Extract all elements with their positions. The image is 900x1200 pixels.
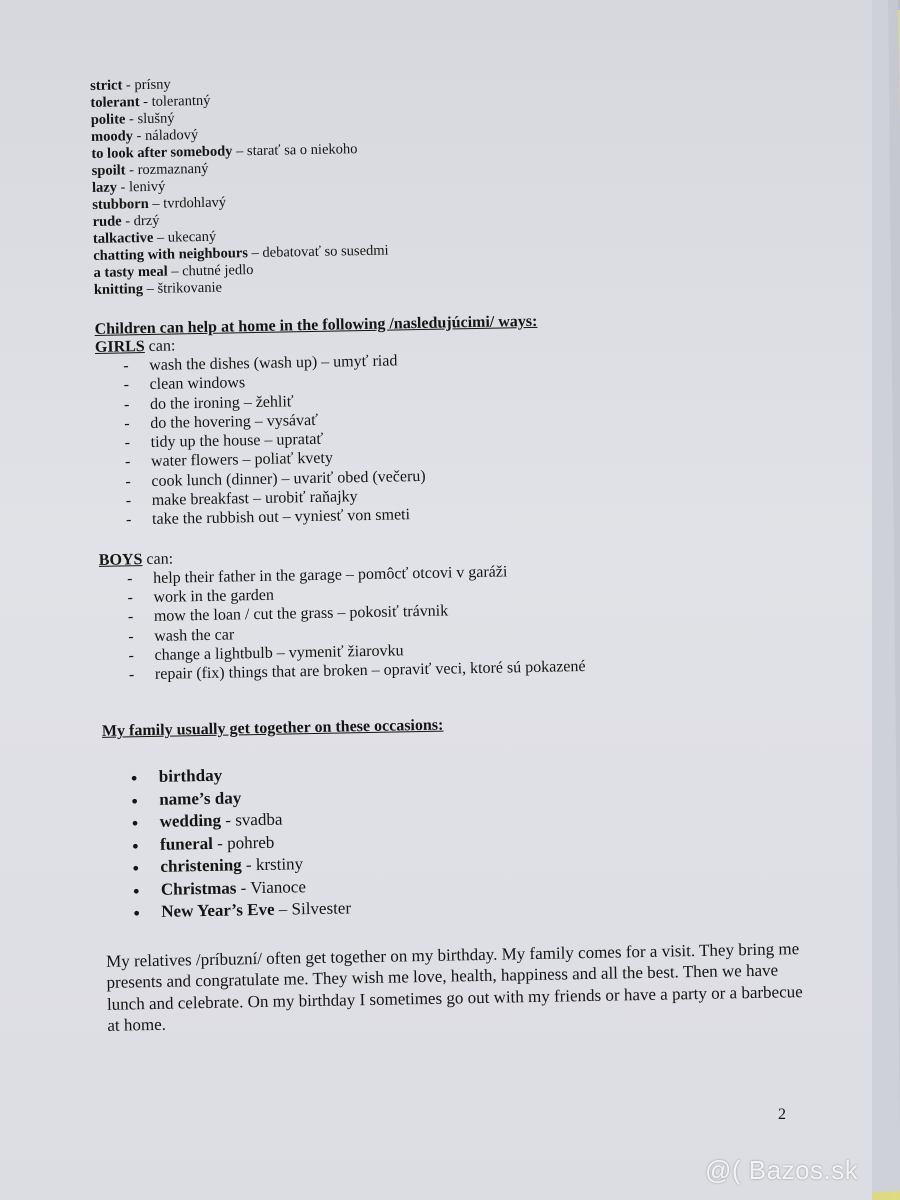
page-number: 2 xyxy=(778,1106,786,1123)
vocab-separator: – xyxy=(167,263,183,280)
vocab-term: spoilt xyxy=(91,162,126,179)
occasions-heading: My family usually get together on these occasions: xyxy=(101,717,444,741)
occasion-term: name’s day xyxy=(159,788,242,809)
vocab-term: chatting with neighbours xyxy=(93,245,249,264)
occasion-term: christening xyxy=(160,855,242,877)
vocab-term: to look after somebody xyxy=(91,143,233,162)
vocab-separator: – xyxy=(247,244,263,262)
vocab-term: strict xyxy=(90,77,123,94)
list-item: - help their father in the garage – pomôcť otcovi v garáži xyxy=(127,556,839,588)
vocab-separator: - xyxy=(122,77,135,94)
boys-label: BOYS xyxy=(98,550,143,569)
vocab-translation: slušný xyxy=(137,110,175,128)
occasion-translation: svadba xyxy=(235,810,283,830)
vocab-translation: tvrdohlavý xyxy=(163,194,227,212)
occasion-term: Christmas xyxy=(160,878,237,899)
vocab-separator: - xyxy=(121,213,134,230)
boys-chores-list xyxy=(99,556,841,685)
vocab-translation: drzý xyxy=(133,212,160,230)
vocab-translation: lenivý xyxy=(128,178,166,196)
vocab-separator: - xyxy=(132,128,146,145)
list-item: - tidy up the house – upratať xyxy=(125,421,837,453)
vocab-term: a tasty meal xyxy=(93,263,168,281)
list-item: - work in the garden xyxy=(127,575,839,607)
vocab-term: lazy xyxy=(91,179,118,196)
list-item: - mow the loan / cut the grass – pokosiť trávnik xyxy=(128,595,840,627)
family-paragraph: My relatives /príbuzní/ often get together on my birthday. My family comes for a visit. They bring me presents and congratulate me. They wish me love, health, happiness and all the best. Then we have lunch and celebrate. On my birthday I sometimes go out with my friends or have a party or a barbecue at home. xyxy=(106,939,803,1036)
watermark-logo: @( Bazos.sk xyxy=(705,1155,859,1185)
chores-heading: Children can help at home in the following /nasledujúcimi/ ways: xyxy=(94,312,538,338)
occasion-translation: Vianoce xyxy=(250,877,307,898)
vocab-term: talkactive xyxy=(92,229,154,247)
list-item: - wash the dishes (wash up) – umyť riad xyxy=(123,343,835,375)
vocab-separator: - xyxy=(116,179,130,196)
occasion-term: New Year’s Eve xyxy=(161,900,275,922)
vocab-separator: – xyxy=(142,280,158,298)
vocab-translation: prísny xyxy=(134,76,171,94)
occasion-translation: krstiny xyxy=(255,854,304,875)
occasion-translation: Silvester xyxy=(291,898,352,919)
boys-suffix: can: xyxy=(142,550,174,568)
vocab-separator: – xyxy=(153,229,168,246)
list-item: - do the hovering – vysávať xyxy=(124,401,836,433)
list-item: - water flowers – poliať kvety xyxy=(125,440,837,472)
list-item: - do the ironing – žehliť xyxy=(124,382,836,414)
list-item: - clean windows xyxy=(123,363,835,395)
vocab-term: knitting xyxy=(93,281,144,298)
vocab-translation: rozmaznaný xyxy=(137,160,209,179)
occasion-term: funeral xyxy=(159,833,214,854)
vocab-term: stubborn xyxy=(92,195,149,213)
girls-suffix: can: xyxy=(144,337,176,356)
vocab-term: moody xyxy=(90,128,134,145)
vocab-separator: - xyxy=(125,111,138,128)
vocab-translation: starať sa o niekoho xyxy=(246,141,358,160)
vocab-translation: tolerantný xyxy=(151,92,211,110)
occasion-term: wedding xyxy=(159,811,222,832)
vocab-translation: náladový xyxy=(144,127,199,144)
list-item: - cook lunch (dinner) – uvariť obed (večeru) xyxy=(125,459,837,491)
vocab-term: tolerant xyxy=(90,94,140,111)
vocab-translation: chutné jedlo xyxy=(182,262,254,280)
vocabulary-list xyxy=(90,64,834,299)
occasion-separator: – xyxy=(274,899,292,920)
list-item: - take the rubbish out – vyniesť von smeti xyxy=(126,498,838,530)
vocab-translation: ukecaný xyxy=(167,228,217,246)
list-item: - repair (fix) things that are broken – opraviť veci, ktoré sú pokazené xyxy=(129,652,841,684)
occasion-translation: pohreb xyxy=(226,832,275,853)
vocab-translation: debatovať so susedmi xyxy=(262,242,389,261)
vocab-separator: – xyxy=(148,195,164,212)
list-item: - wash the car xyxy=(128,614,840,646)
occasion-term: birthday xyxy=(158,766,223,787)
list-item: - make breakfast – urobiť raňajky xyxy=(126,478,838,510)
vocab-term: rude xyxy=(92,213,122,230)
vocab-translation: štrikovanie xyxy=(157,279,223,297)
girls-label: GIRLS xyxy=(94,338,145,356)
vocab-separator: - xyxy=(125,162,138,179)
girls-chores-list xyxy=(95,343,838,530)
vocab-separator: - xyxy=(139,93,152,111)
occasion-separator: - xyxy=(241,855,257,875)
occasions-list xyxy=(103,754,846,925)
vocab-term: polite xyxy=(90,111,126,128)
vocab-separator: – xyxy=(232,143,248,160)
occasion-separator: - xyxy=(212,833,228,853)
page-content xyxy=(90,64,847,1036)
list-item: - change a lightbulb – vymeniť žiarovku xyxy=(128,633,840,665)
occasion-separator: - xyxy=(236,878,251,898)
occasion-separator: - xyxy=(220,810,236,831)
